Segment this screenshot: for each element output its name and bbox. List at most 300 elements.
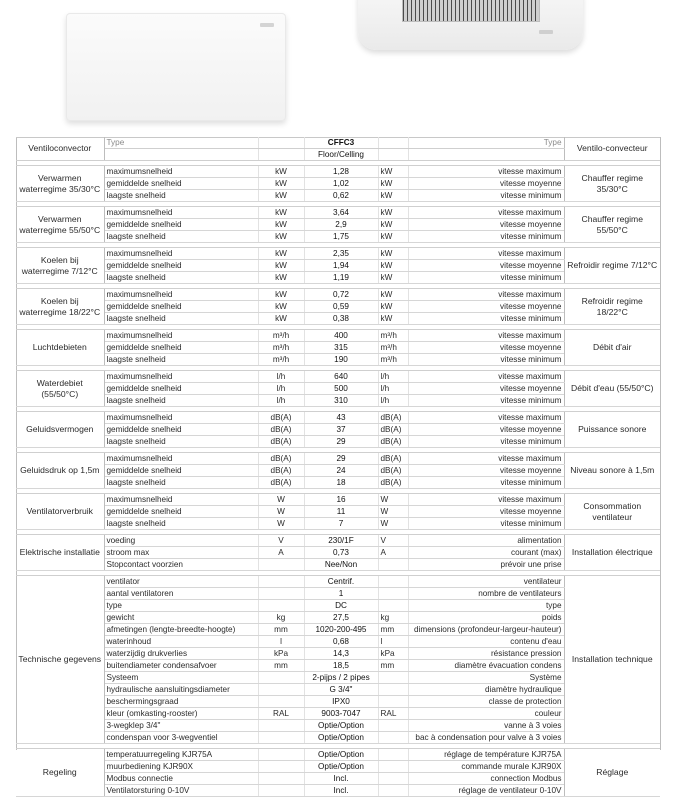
- header-label-nl: Ventiloconvector: [16, 137, 104, 161]
- group-label-nl: Elektrische installatie: [16, 535, 104, 571]
- value: IPX0: [304, 696, 378, 708]
- row-label-nl: laagste snelheid: [104, 272, 258, 284]
- unit-nl: mm: [258, 660, 304, 672]
- unit-nl: [258, 672, 304, 684]
- unit-fr: l: [378, 636, 408, 648]
- row-label-nl: maximumsnelheid: [104, 412, 258, 424]
- row-label-fr: vitesse minimum: [408, 354, 564, 366]
- table-row: [16, 248, 660, 260]
- unit-fr: kW: [378, 219, 408, 231]
- table-row: [16, 301, 660, 313]
- value: 9003-7047: [304, 708, 378, 720]
- group-label-fr: Niveau sonore à 1,5m: [564, 453, 660, 489]
- unit-fr: kW: [378, 178, 408, 190]
- product-photos: [0, 0, 675, 137]
- group-label-fr: Consommation ventilateur: [564, 494, 660, 530]
- unit-nl: dB(A): [258, 412, 304, 424]
- value: 0,72: [304, 289, 378, 301]
- unit-fr: [378, 720, 408, 732]
- unit-nl: dB(A): [258, 465, 304, 477]
- header-row: [16, 137, 660, 149]
- row-label-fr: vitesse minimum: [408, 272, 564, 284]
- value: 0,38: [304, 313, 378, 325]
- unit-nl: W: [258, 518, 304, 530]
- table-row: [16, 547, 660, 559]
- unit-fr: [378, 732, 408, 744]
- unit-nl: dB(A): [258, 477, 304, 489]
- unit-fr: l/h: [378, 395, 408, 407]
- value: 11: [304, 506, 378, 518]
- header-type-fr: Type: [408, 137, 564, 149]
- row-label-fr: réglage de température KJR75A: [408, 749, 564, 761]
- row-label-fr: vitesse moyenne: [408, 424, 564, 436]
- row-label-nl: maximumsnelheid: [104, 494, 258, 506]
- value: 2-pijps / 2 pipes: [304, 672, 378, 684]
- row-label-nl: gemiddelde snelheid: [104, 506, 258, 518]
- value: 16: [304, 494, 378, 506]
- row-label-nl: waterinhoud: [104, 636, 258, 648]
- value: 1: [304, 588, 378, 600]
- row-label-nl: voeding: [104, 535, 258, 547]
- table-row: [16, 436, 660, 448]
- unit-fr: dB(A): [378, 453, 408, 465]
- table-row: [16, 684, 660, 696]
- row-label-nl: kleur (omkasting-rooster): [104, 708, 258, 720]
- table-row: [16, 412, 660, 424]
- group-label-fr: Chauffer regime 55/50°C: [564, 207, 660, 243]
- row-label-fr: vanne à 3 voies: [408, 720, 564, 732]
- table-row: [16, 494, 660, 506]
- unit-fr: dB(A): [378, 465, 408, 477]
- unit-fr: dB(A): [378, 412, 408, 424]
- table-row: [16, 506, 660, 518]
- value: 640: [304, 371, 378, 383]
- unit-fr: [378, 588, 408, 600]
- value: 14,3: [304, 648, 378, 660]
- table-row: [16, 720, 660, 732]
- group-label-fr: Refroidir regime 7/12°C: [564, 248, 660, 284]
- value: 1020-200-495: [304, 624, 378, 636]
- unit-nl: kg: [258, 612, 304, 624]
- value: 1,28: [304, 166, 378, 178]
- unit-fr: kW: [378, 301, 408, 313]
- row-label-fr: réglage de ventilateur 0-10V: [408, 785, 564, 797]
- group-label-nl: Geluidsvermogen: [16, 412, 104, 448]
- table-row: [16, 672, 660, 684]
- value: 18: [304, 477, 378, 489]
- row-label-fr: vitesse maximum: [408, 330, 564, 342]
- row-label-nl: muurbediening KJR90X: [104, 761, 258, 773]
- row-label-nl: condenspan voor 3-wegventiel: [104, 732, 258, 744]
- group-label-fr: Refroidir regime 18/22°C: [564, 289, 660, 325]
- unit-nl: W: [258, 506, 304, 518]
- group-label-fr: Installation technique: [564, 576, 660, 744]
- row-label-nl: temperatuurregeling KJR75A: [104, 749, 258, 761]
- row-label-nl: laagste snelheid: [104, 518, 258, 530]
- row-label-nl: 3-wegklep 3/4": [104, 720, 258, 732]
- value: 310: [304, 395, 378, 407]
- unit-fr: [378, 672, 408, 684]
- value: 24: [304, 465, 378, 477]
- unit-fr: kW: [378, 207, 408, 219]
- row-label-fr: résistance pression: [408, 648, 564, 660]
- table-row: [16, 289, 660, 301]
- row-label-nl: Modbus connectie: [104, 773, 258, 785]
- unit-fr: kW: [378, 289, 408, 301]
- row-label-fr: nombre de ventilateurs: [408, 588, 564, 600]
- row-label-fr: diamètre hydraulique: [408, 684, 564, 696]
- row-label-fr: dimensions (profondeur-largeur-hauteur): [408, 624, 564, 636]
- unit-nl: l/h: [258, 371, 304, 383]
- row-label-fr: type: [408, 600, 564, 612]
- row-label-nl: gemiddelde snelheid: [104, 219, 258, 231]
- unit-fr: kW: [378, 248, 408, 260]
- value: 2,35: [304, 248, 378, 260]
- table-row: [16, 207, 660, 219]
- unit-fr: [378, 761, 408, 773]
- row-label-nl: Stopcontact voorzien: [104, 559, 258, 571]
- value: Optie/Option: [304, 732, 378, 744]
- table-row: [16, 383, 660, 395]
- value: 37: [304, 424, 378, 436]
- unit-fr: W: [378, 518, 408, 530]
- table-row: [16, 732, 660, 744]
- unit-nl: kW: [258, 313, 304, 325]
- row-label-fr: diamètre évacuation condens: [408, 660, 564, 672]
- unit-nl: l: [258, 636, 304, 648]
- row-label-nl: hydraulische aansluitingsdiameter: [104, 684, 258, 696]
- unit-nl: kW: [258, 219, 304, 231]
- table-row: [16, 313, 660, 325]
- unit-fr: [378, 749, 408, 761]
- group-label-fr: Chauffer regime 35/30°C: [564, 166, 660, 202]
- table-row: [16, 231, 660, 243]
- value: 29: [304, 436, 378, 448]
- unit-fr: kW: [378, 272, 408, 284]
- table-row: [16, 465, 660, 477]
- unit-nl: kW: [258, 260, 304, 272]
- unit-nl: A: [258, 547, 304, 559]
- table-row: [16, 166, 660, 178]
- unit-fr: [378, 773, 408, 785]
- unit-fr: dB(A): [378, 424, 408, 436]
- unit-nl: kW: [258, 166, 304, 178]
- unit-fr: [378, 785, 408, 797]
- table-row: [16, 612, 660, 624]
- unit-fr: l/h: [378, 383, 408, 395]
- mounting-type: Floor/Celling: [304, 149, 378, 161]
- row-label-fr: vitesse moyenne: [408, 465, 564, 477]
- unit-nl: m³/h: [258, 330, 304, 342]
- row-label-nl: beschermingsgraad: [104, 696, 258, 708]
- unit-nl: [258, 696, 304, 708]
- table-row: [16, 588, 660, 600]
- unit-nl: [258, 773, 304, 785]
- row-label-nl: laagste snelheid: [104, 477, 258, 489]
- row-label-fr: contenu d'eau: [408, 636, 564, 648]
- row-label-fr: commande murale KJR90X: [408, 761, 564, 773]
- unit-nl: l/h: [258, 383, 304, 395]
- unit-nl: [258, 576, 304, 588]
- table-row: [16, 260, 660, 272]
- value: 0,68: [304, 636, 378, 648]
- table-row: [16, 708, 660, 720]
- value: 190: [304, 354, 378, 366]
- table-row: [16, 773, 660, 785]
- unit-nl: mm: [258, 624, 304, 636]
- table-row: [16, 342, 660, 354]
- row-label-fr: vitesse maximum: [408, 289, 564, 301]
- value: 2,9: [304, 219, 378, 231]
- row-label-fr: vitesse minimum: [408, 190, 564, 202]
- value: 3,64: [304, 207, 378, 219]
- value: Optie/Option: [304, 720, 378, 732]
- row-label-nl: aantal ventilatoren: [104, 588, 258, 600]
- row-label-nl: laagste snelheid: [104, 231, 258, 243]
- row-label-nl: maximumsnelheid: [104, 207, 258, 219]
- unit-fr: mm: [378, 660, 408, 672]
- row-label-nl: maximumsnelheid: [104, 453, 258, 465]
- value: 0,59: [304, 301, 378, 313]
- table-row: [16, 424, 660, 436]
- row-label-nl: maximumsnelheid: [104, 330, 258, 342]
- header-row-2: [16, 149, 660, 161]
- table-row: [16, 371, 660, 383]
- row-label-fr: couleur: [408, 708, 564, 720]
- unit-fr: [378, 696, 408, 708]
- model-name: CFFC3: [304, 137, 378, 149]
- unit-nl: [258, 600, 304, 612]
- row-label-nl: Ventilatorsturing 0-10V: [104, 785, 258, 797]
- value: 29: [304, 453, 378, 465]
- row-label-fr: classe de protection: [408, 696, 564, 708]
- row-label-fr: vitesse moyenne: [408, 342, 564, 354]
- row-label-nl: gemiddelde snelheid: [104, 342, 258, 354]
- unit-fr: RAL: [378, 708, 408, 720]
- unit-fr: kW: [378, 166, 408, 178]
- value: Incl.: [304, 785, 378, 797]
- unit-nl: [258, 559, 304, 571]
- table-row: [16, 219, 660, 231]
- row-label-nl: afmetingen (lengte-breedte-hoogte): [104, 624, 258, 636]
- value: 1,19: [304, 272, 378, 284]
- row-label-fr: alimentation: [408, 535, 564, 547]
- row-label-fr: Système: [408, 672, 564, 684]
- row-label-fr: connection Modbus: [408, 773, 564, 785]
- unit-fr: A: [378, 547, 408, 559]
- value: 400: [304, 330, 378, 342]
- unit-nl: dB(A): [258, 453, 304, 465]
- group-label-nl: Koelen bij waterregime 7/12°C: [16, 248, 104, 284]
- group-label-nl: Technische gegevens: [16, 576, 104, 744]
- table-row: [16, 624, 660, 636]
- row-label-fr: vitesse maximum: [408, 371, 564, 383]
- air-grille: [402, 0, 540, 22]
- value: 1,94: [304, 260, 378, 272]
- value: 1,75: [304, 231, 378, 243]
- row-label-nl: gemiddelde snelheid: [104, 178, 258, 190]
- unit-fr: kPa: [378, 648, 408, 660]
- row-label-fr: ventilateur: [408, 576, 564, 588]
- value: 27,5: [304, 612, 378, 624]
- row-label-fr: vitesse moyenne: [408, 260, 564, 272]
- table-row: [16, 660, 660, 672]
- row-label-fr: vitesse maximum: [408, 412, 564, 424]
- row-label-fr: vitesse moyenne: [408, 219, 564, 231]
- table-row: [16, 559, 660, 571]
- unit-fr: m³/h: [378, 330, 408, 342]
- row-label-fr: vitesse minimum: [408, 395, 564, 407]
- table-row: [16, 395, 660, 407]
- row-label-nl: type: [104, 600, 258, 612]
- row-label-fr: vitesse maximum: [408, 494, 564, 506]
- unit-nl: [258, 588, 304, 600]
- unit-nl: kW: [258, 301, 304, 313]
- row-label-fr: vitesse minimum: [408, 518, 564, 530]
- unit-fr: kW: [378, 313, 408, 325]
- group-label-nl: Luchtdebieten: [16, 330, 104, 366]
- value: 43: [304, 412, 378, 424]
- row-label-nl: gemiddelde snelheid: [104, 260, 258, 272]
- spec-table: [16, 137, 660, 797]
- value: 0,73: [304, 547, 378, 559]
- unit-nl: l/h: [258, 395, 304, 407]
- unit-fr: m³/h: [378, 342, 408, 354]
- row-label-fr: vitesse minimum: [408, 231, 564, 243]
- unit-fr: kg: [378, 612, 408, 624]
- table-row: [16, 636, 660, 648]
- table-row: [16, 749, 660, 761]
- unit-nl: [258, 684, 304, 696]
- row-label-nl: gemiddelde snelheid: [104, 383, 258, 395]
- table-row: [16, 178, 660, 190]
- row-label-fr: vitesse moyenne: [408, 301, 564, 313]
- unit-fr: dB(A): [378, 477, 408, 489]
- table-row: [16, 272, 660, 284]
- group-label-nl: Verwarmen waterregime 55/50°C: [16, 207, 104, 243]
- row-label-fr: vitesse minimum: [408, 436, 564, 448]
- value: Optie/Option: [304, 761, 378, 773]
- group-label-nl: Geluidsdruk op 1,5m: [16, 453, 104, 489]
- row-label-nl: gemiddelde snelheid: [104, 424, 258, 436]
- row-label-nl: gemiddelde snelheid: [104, 301, 258, 313]
- row-label-fr: prévoir une prise: [408, 559, 564, 571]
- unit-fr: V: [378, 535, 408, 547]
- table-row: [16, 785, 660, 797]
- row-label-nl: maximumsnelheid: [104, 166, 258, 178]
- table-row: [16, 576, 660, 588]
- unit-nl: kW: [258, 190, 304, 202]
- unit-nl: dB(A): [258, 424, 304, 436]
- table-row: [16, 354, 660, 366]
- unit-nl: W: [258, 494, 304, 506]
- floor-unit-image: [66, 13, 286, 121]
- row-label-nl: laagste snelheid: [104, 436, 258, 448]
- row-label-nl: ventilator: [104, 576, 258, 588]
- unit-nl: kW: [258, 231, 304, 243]
- value: Centrif.: [304, 576, 378, 588]
- unit-fr: kW: [378, 260, 408, 272]
- row-label-nl: stroom max: [104, 547, 258, 559]
- table-row: [16, 761, 660, 773]
- row-label-fr: vitesse minimum: [408, 477, 564, 489]
- group-label-nl: Regeling: [16, 749, 104, 797]
- group-label-fr: Puissance sonore: [564, 412, 660, 448]
- unit-nl: m³/h: [258, 354, 304, 366]
- row-label-fr: vitesse maximum: [408, 207, 564, 219]
- group-label-nl: Koelen bij waterregime 18/22°C: [16, 289, 104, 325]
- row-label-fr: vitesse minimum: [408, 313, 564, 325]
- unit-nl: kW: [258, 289, 304, 301]
- table-row: [16, 477, 660, 489]
- row-label-fr: poids: [408, 612, 564, 624]
- row-label-nl: gewicht: [104, 612, 258, 624]
- group-label-fr: Débit d'eau (55/50°C): [564, 371, 660, 407]
- group-label-fr: Débit d'air: [564, 330, 660, 366]
- row-label-nl: laagste snelheid: [104, 354, 258, 366]
- unit-nl: kW: [258, 248, 304, 260]
- table-row: [16, 696, 660, 708]
- row-label-nl: maximumsnelheid: [104, 371, 258, 383]
- unit-fr: kW: [378, 190, 408, 202]
- row-label-fr: vitesse moyenne: [408, 506, 564, 518]
- unit-nl: [258, 785, 304, 797]
- unit-fr: [378, 559, 408, 571]
- table-row: [16, 518, 660, 530]
- unit-fr: kW: [378, 231, 408, 243]
- row-label-fr: vitesse maximum: [408, 166, 564, 178]
- unit-fr: [378, 600, 408, 612]
- unit-nl: [258, 761, 304, 773]
- group-label-fr: Installation électrique: [564, 535, 660, 571]
- unit-nl: kW: [258, 272, 304, 284]
- row-label-nl: laagste snelheid: [104, 190, 258, 202]
- row-label-fr: vitesse maximum: [408, 453, 564, 465]
- table-row: [16, 600, 660, 612]
- row-label-nl: maximumsnelheid: [104, 289, 258, 301]
- value: Nee/Non: [304, 559, 378, 571]
- value: 1,02: [304, 178, 378, 190]
- group-label-nl: Waterdebiet (55/50°C): [16, 371, 104, 407]
- unit-nl: [258, 720, 304, 732]
- unit-nl: V: [258, 535, 304, 547]
- ceiling-unit-image: [358, 0, 583, 50]
- row-label-nl: maximumsnelheid: [104, 248, 258, 260]
- group-label-nl: Ventilatorverbruik: [16, 494, 104, 530]
- group-label-fr: Réglage: [564, 749, 660, 797]
- unit-nl: dB(A): [258, 436, 304, 448]
- value: 500: [304, 383, 378, 395]
- row-label-nl: gemiddelde snelheid: [104, 465, 258, 477]
- group-label-nl: Verwarmen waterregime 35/30°C: [16, 166, 104, 202]
- row-label-fr: vitesse maximum: [408, 248, 564, 260]
- unit-fr: [378, 576, 408, 588]
- table-row: [16, 648, 660, 660]
- unit-fr: W: [378, 506, 408, 518]
- unit-fr: W: [378, 494, 408, 506]
- table-row: [16, 190, 660, 202]
- row-label-nl: Systeem: [104, 672, 258, 684]
- row-label-nl: waterzijdig drukverlies: [104, 648, 258, 660]
- row-label-fr: vitesse moyenne: [408, 178, 564, 190]
- unit-nl: RAL: [258, 708, 304, 720]
- value: Incl.: [304, 773, 378, 785]
- unit-nl: kW: [258, 207, 304, 219]
- table-row: [16, 453, 660, 465]
- row-label-fr: courant (max): [408, 547, 564, 559]
- table-row: [16, 535, 660, 547]
- row-label-nl: laagste snelheid: [104, 313, 258, 325]
